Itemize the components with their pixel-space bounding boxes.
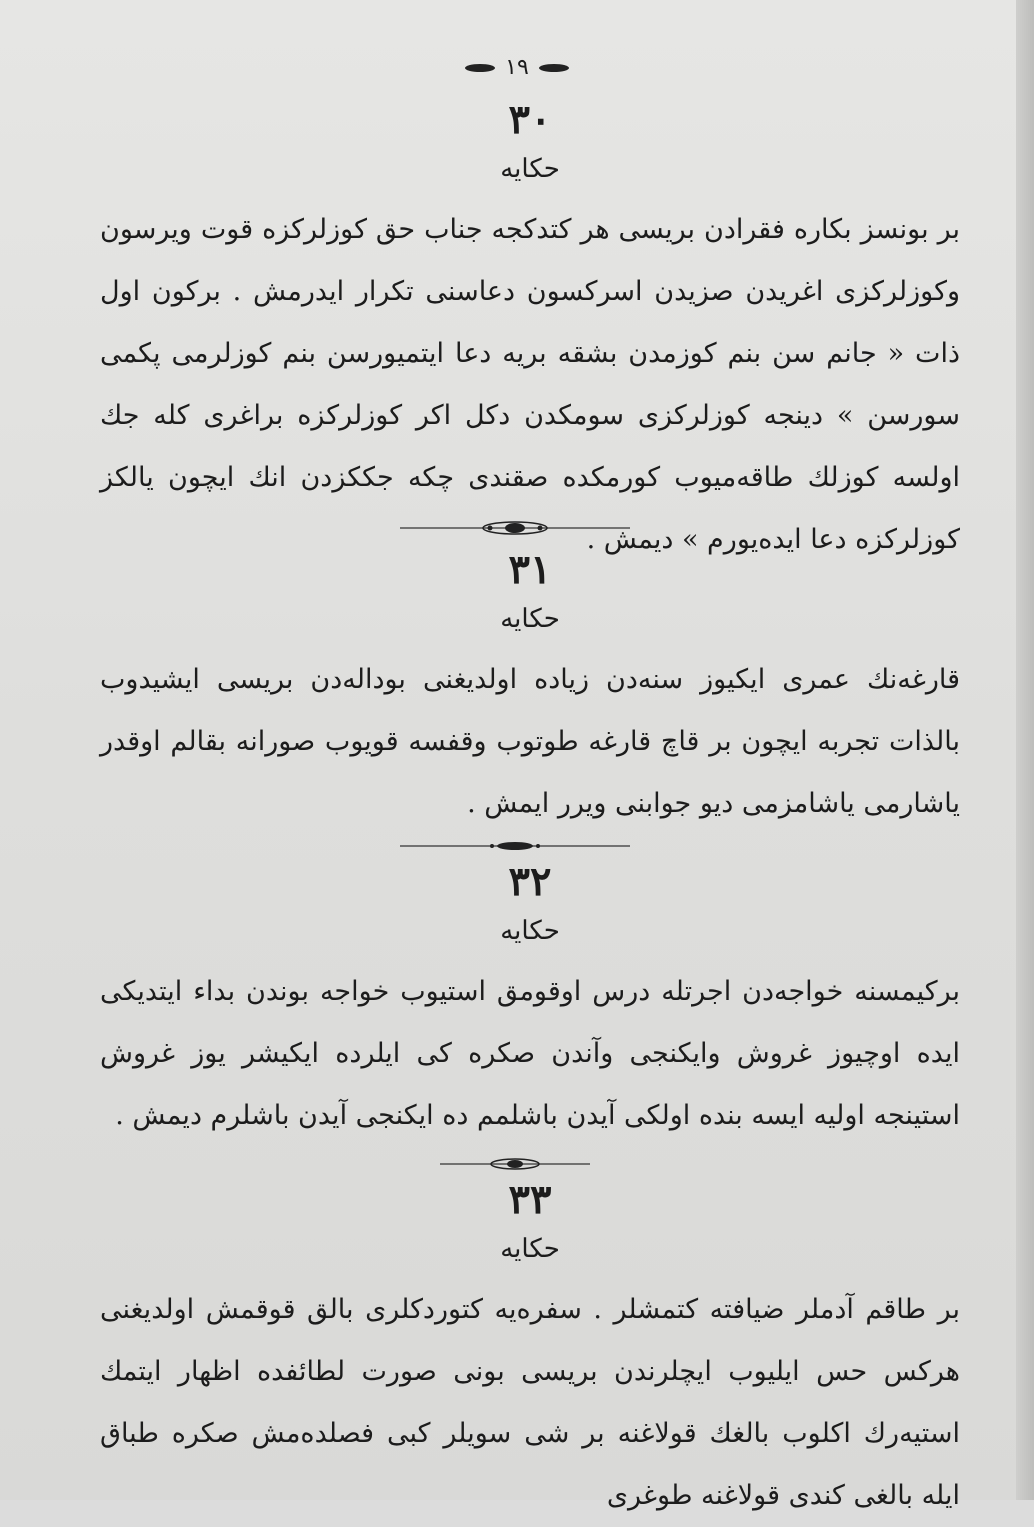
story-number: ٣٠	[508, 96, 552, 143]
section-divider-ornament-icon	[400, 520, 630, 536]
story-text: بر بونسز بکاره فقرادن بریسی هر کتدکجه جناب حق کوزلرکزه قوت ویرسون وکوزلرکزی اغریدن صزیدن اسرکسون دعاسنی تکرار ایدرمش . برکون اول ذات « جانم سن بنم کوزمدن بشقه بریه دعا ایتمیورسن بنم کوزلرمی پکمی سورسن » دینجه کوزلرکزی سومکدن دکل اکر کوزلرکزه براغری کله جك اولسه کوزلك طاقه‌میوب کورمکده صقندی چکه جککزدن انك ایچون یالکز کوزلرکزه دعا ایده‌یورم » دیمش .	[100, 214, 960, 556]
story-number: ٣١	[508, 546, 552, 593]
story-text: بر طاقم آدملر ضیافته کتمشلر . سفره‌یه کتوردکلری بالق قوقمش اولدیغنی هرکس حس ایلیوب ایچلرندن بریسی بونی صورت لطائفده اظهار ایتمك استیه‌رك اکلوب بالغك قولاغنه بر شی سویلر کبی فصلده‌مش صکره طباق ایله بالغی کندی قولاغنه طوغری	[100, 1294, 960, 1512]
ornament-right-icon	[539, 64, 569, 72]
story-number: ٣٣	[508, 1176, 552, 1223]
page-header	[0, 55, 1034, 80]
ornament-left-icon	[465, 64, 495, 72]
story-32	[100, 858, 960, 1147]
page-number-text: ١٩	[505, 55, 529, 80]
story-number: ٣٢	[508, 858, 552, 905]
story-title: حکایه	[500, 154, 560, 184]
story-30	[100, 96, 960, 571]
page-number	[465, 55, 569, 80]
page-edge-shadow	[1016, 0, 1034, 1500]
story-title: حکایه	[500, 1234, 560, 1264]
story-text: قارغه‌نك عمری ایکیوز سنه‌دن زیاده اولدیغنی بوداله‌دن بریسی ایشیدوب بالذات تجربه ایچون بر قاچ قارغه طوتوب وقفسه قویوب صورانه بقالم اوقدر یاشارمی یاشامزمی دیو جوابنی ویرر ایمش .	[100, 664, 960, 820]
section-divider-ornament-icon	[400, 838, 630, 854]
story-title: حکایه	[500, 604, 560, 634]
story-33	[100, 1176, 960, 1527]
story-title: حکایه	[500, 916, 560, 946]
section-divider-ornament-icon	[400, 1156, 630, 1172]
story-31	[100, 546, 960, 835]
story-text: برکیمسنه خواجه‌دن اجرتله درس اوقومق استیوب خواجه بوندن بداء ایتدیکی ایده اوچیوز غروش وایکنجی وآندن صکره کی ایلرده ایکیشر یوز غروش استینجه اولیه ایسه بنده اولکی آیدن باشلمم ده ایکنجی آیدن باشلرم دیمش .	[100, 976, 960, 1132]
